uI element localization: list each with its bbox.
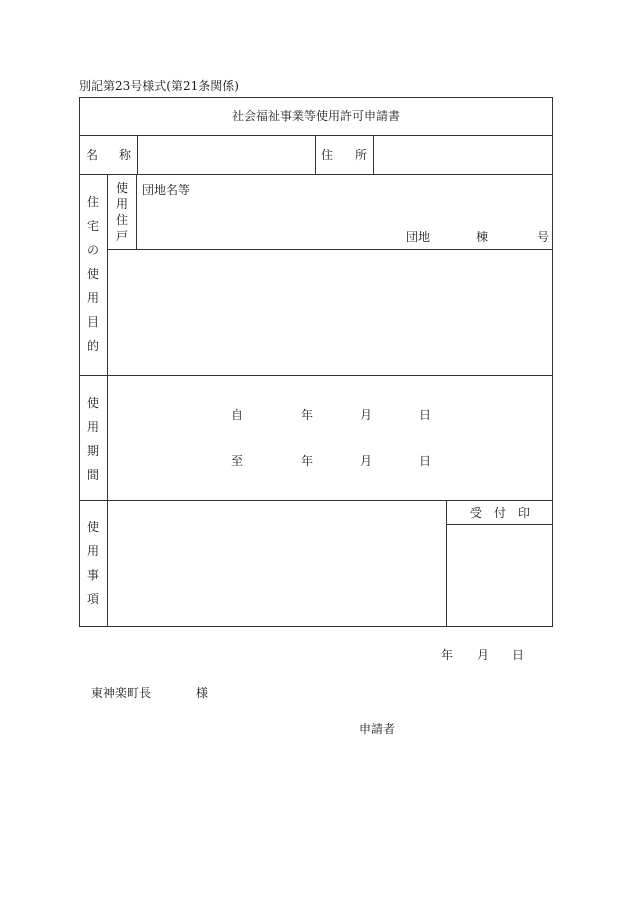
period-label bbox=[79, 396, 107, 492]
address-field[interactable] bbox=[375, 137, 551, 172]
matters-label bbox=[79, 520, 107, 616]
to-day: 日 bbox=[419, 454, 432, 468]
housing-purpose-label bbox=[79, 195, 107, 363]
label-char: 間 bbox=[86, 468, 99, 482]
label-char: 使 bbox=[115, 181, 128, 195]
label-char: 項 bbox=[86, 592, 99, 606]
stamp-label: 受 付 印 bbox=[469, 506, 530, 520]
number-suffix: 号 bbox=[537, 230, 550, 244]
name-label-char: 名 bbox=[86, 148, 99, 162]
divider bbox=[107, 249, 553, 250]
header-note: 別記第23号様式(第21条関係) bbox=[79, 79, 239, 93]
divider bbox=[79, 135, 553, 136]
date-day: 日 bbox=[512, 648, 525, 662]
divider bbox=[79, 375, 553, 376]
label-char: 用 bbox=[86, 291, 99, 305]
complex-suffix: 団地 bbox=[406, 230, 431, 244]
unit-field[interactable] bbox=[138, 176, 551, 248]
from-day: 日 bbox=[419, 408, 432, 422]
label-char: 事 bbox=[86, 568, 99, 582]
date-year: 年 bbox=[441, 648, 454, 662]
divider bbox=[79, 500, 553, 501]
unit-label bbox=[108, 181, 136, 245]
matters-field[interactable] bbox=[109, 502, 444, 625]
from-month: 月 bbox=[360, 408, 373, 422]
label-char: 用 bbox=[115, 197, 128, 211]
divider bbox=[136, 174, 137, 249]
label-char: 住 bbox=[115, 213, 128, 227]
label-char: 使 bbox=[86, 520, 99, 534]
label-char: 宅 bbox=[86, 219, 99, 233]
form-title: 社会福祉事業等使用許可申請書 bbox=[231, 109, 400, 123]
name-label-char: 称 bbox=[119, 148, 132, 162]
label-char: 用 bbox=[86, 544, 99, 558]
divider bbox=[373, 135, 374, 174]
building-suffix: 棟 bbox=[476, 230, 489, 244]
to-year: 年 bbox=[301, 454, 314, 468]
from-prefix: 自 bbox=[231, 408, 244, 422]
address-label-char: 所 bbox=[355, 148, 368, 162]
address-label-char: 住 bbox=[321, 148, 334, 162]
name-field[interactable] bbox=[139, 137, 313, 172]
label-char: 使 bbox=[86, 396, 99, 410]
divider bbox=[79, 174, 553, 175]
label-char: 用 bbox=[86, 420, 99, 434]
label-char: 使 bbox=[86, 267, 99, 281]
purpose-field[interactable] bbox=[109, 251, 551, 373]
to-month: 月 bbox=[360, 454, 373, 468]
label-char: 住 bbox=[86, 195, 99, 209]
divider bbox=[315, 135, 316, 174]
label-char: 目 bbox=[86, 315, 99, 329]
date-month: 月 bbox=[477, 648, 490, 662]
label-char: 期 bbox=[86, 444, 99, 458]
divider bbox=[446, 524, 553, 525]
label-char: 的 bbox=[86, 339, 99, 353]
complex-name-label: 団地名等 bbox=[142, 183, 191, 197]
addressee-name: 東神楽町長 bbox=[91, 686, 152, 700]
label-char: の bbox=[86, 243, 99, 257]
from-year: 年 bbox=[301, 408, 314, 422]
stamp-box bbox=[448, 526, 551, 625]
label-char: 戸 bbox=[115, 229, 128, 243]
applicant-label: 申請者 bbox=[359, 722, 396, 736]
to-prefix: 至 bbox=[231, 454, 244, 468]
divider bbox=[137, 135, 138, 174]
addressee-honorific: 様 bbox=[196, 686, 209, 700]
